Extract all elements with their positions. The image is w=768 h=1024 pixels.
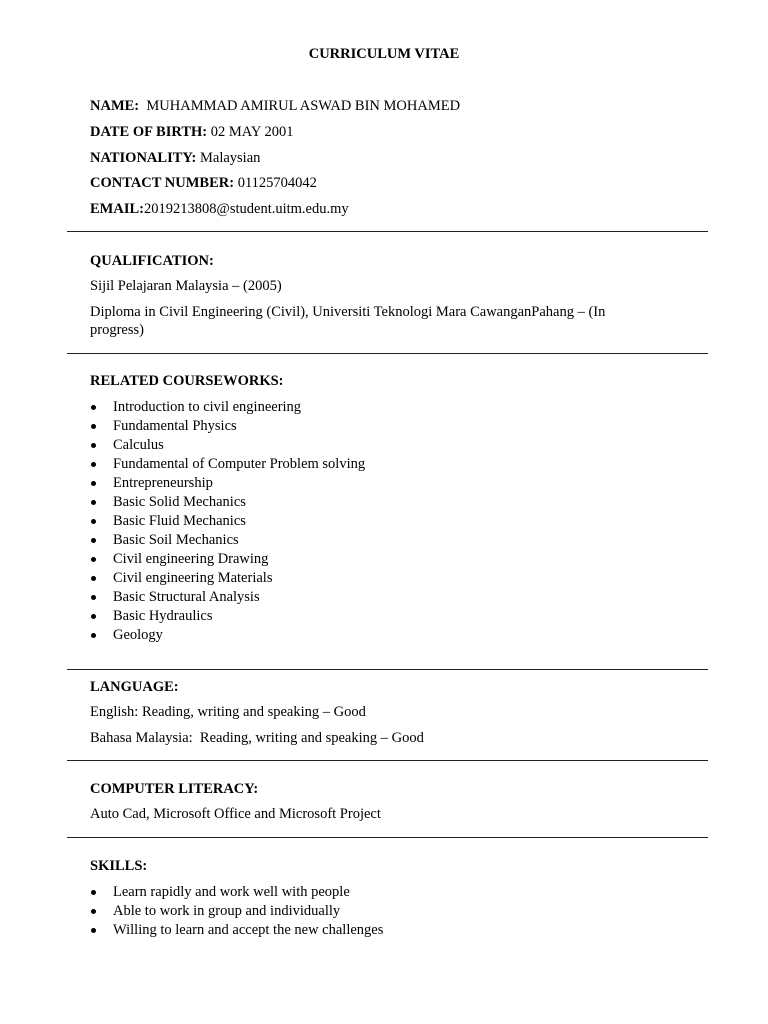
courseworks-list xyxy=(90,398,365,645)
document-title: CURRICULUM VITAE xyxy=(308,46,460,62)
bullet-icon xyxy=(91,500,96,505)
list-item-text: Fundamental Physics xyxy=(113,418,237,434)
email-row xyxy=(90,200,728,218)
list-item-text: Fundamental of Computer Problem solving xyxy=(113,456,366,472)
language-heading-text: LANGUAGE: xyxy=(90,679,179,695)
name-value: MUHAMMAD AMIRUL ASWAD BIN MOHAMED xyxy=(146,98,461,114)
list-item xyxy=(90,455,365,474)
list-item xyxy=(90,512,365,531)
list-item-text: Basic Hydraulics xyxy=(113,608,213,624)
list-item xyxy=(90,883,383,902)
list-item-text: Calculus xyxy=(113,437,164,453)
contact-value: 01125704042 xyxy=(237,175,317,191)
list-item xyxy=(90,902,383,921)
bullet-icon xyxy=(91,405,96,410)
list-item xyxy=(90,493,365,512)
computer-heading-text: COMPUTER LITERACY: xyxy=(90,781,259,797)
list-item-text: Basic Solid Mechanics xyxy=(113,494,246,510)
contact-row xyxy=(90,174,728,192)
email-label: EMAIL: xyxy=(90,201,144,217)
list-item xyxy=(90,588,365,607)
divider xyxy=(67,353,708,354)
list-item xyxy=(90,531,365,550)
qualification-heading-text: QUALIFICATION: xyxy=(90,253,214,269)
skills-list xyxy=(90,883,383,940)
bullet-icon xyxy=(91,890,96,895)
list-item xyxy=(90,417,365,436)
name-row xyxy=(90,97,728,115)
list-item xyxy=(90,550,365,569)
language-heading xyxy=(90,678,728,696)
courseworks-heading-text: RELATED COURSEWORKS: xyxy=(90,373,284,389)
skills-heading-text: SKILLS: xyxy=(90,858,148,874)
divider xyxy=(67,760,708,761)
bullet-icon xyxy=(91,424,96,429)
computer-literacy-text: Auto Cad, Microsoft Office and Microsoft Project xyxy=(90,806,381,822)
list-item-text: Willing to learn and accept the new challenges xyxy=(113,922,384,938)
courseworks-heading xyxy=(90,372,728,390)
skills-heading xyxy=(90,857,728,875)
email-value: 2019213808@student.uitm.edu.my xyxy=(143,201,349,217)
divider xyxy=(67,837,708,838)
list-item xyxy=(90,569,365,588)
dob-value: 02 MAY 2001 xyxy=(210,124,294,140)
list-item xyxy=(90,626,365,645)
list-item xyxy=(90,921,383,940)
name-label: NAME: xyxy=(90,98,140,114)
qualification-item: Diploma in Civil Engineering (Civil), Universiti Teknologi Mara CawanganPahang – (In progress) xyxy=(90,304,606,338)
list-item-text: Basic Fluid Mechanics xyxy=(113,513,246,529)
bullet-icon xyxy=(91,614,96,619)
bullet-icon xyxy=(91,633,96,638)
bullet-icon xyxy=(91,595,96,600)
list-item-text: Basic Structural Analysis xyxy=(113,589,260,605)
list-item-text: Civil engineering Materials xyxy=(113,570,273,586)
dob-label: DATE OF BIRTH: xyxy=(90,124,208,140)
divider xyxy=(67,669,708,670)
list-item xyxy=(90,398,365,417)
list-item xyxy=(90,436,365,455)
qualification-item: Sijil Pelajaran Malaysia – (2005) xyxy=(90,278,282,294)
bullet-icon xyxy=(91,909,96,914)
dob-row xyxy=(90,123,728,141)
bullet-icon xyxy=(91,576,96,581)
computer-heading xyxy=(90,780,728,798)
list-item-text: Civil engineering Drawing xyxy=(113,551,269,567)
list-item-text: Entrepreneurship xyxy=(113,475,213,491)
qualification-heading xyxy=(90,252,728,270)
bullet-icon xyxy=(91,462,96,467)
bullet-icon xyxy=(91,557,96,562)
bullet-icon xyxy=(91,519,96,524)
bullet-icon xyxy=(91,538,96,543)
nationality-label: NATIONALITY: xyxy=(90,150,197,166)
contact-label: CONTACT NUMBER: xyxy=(90,175,235,191)
list-item-text: Able to work in group and individually xyxy=(113,903,341,919)
nationality-value: Malaysian xyxy=(199,150,261,166)
list-item-text: Learn rapidly and work well with people xyxy=(113,884,350,900)
divider xyxy=(67,231,708,232)
language-item: Bahasa Malaysia: Reading, writing and speaking – Good xyxy=(90,730,424,746)
list-item-text: Basic Soil Mechanics xyxy=(113,532,239,548)
list-item xyxy=(90,607,365,626)
bullet-icon xyxy=(91,481,96,486)
bullet-icon xyxy=(91,443,96,448)
bullet-icon xyxy=(91,928,96,933)
list-item-text: Geology xyxy=(113,627,163,643)
nationality-row xyxy=(90,149,728,167)
language-item: English: Reading, writing and speaking – Good xyxy=(90,704,366,720)
list-item-text: Introduction to civil engineering xyxy=(113,399,302,415)
list-item xyxy=(90,474,365,493)
